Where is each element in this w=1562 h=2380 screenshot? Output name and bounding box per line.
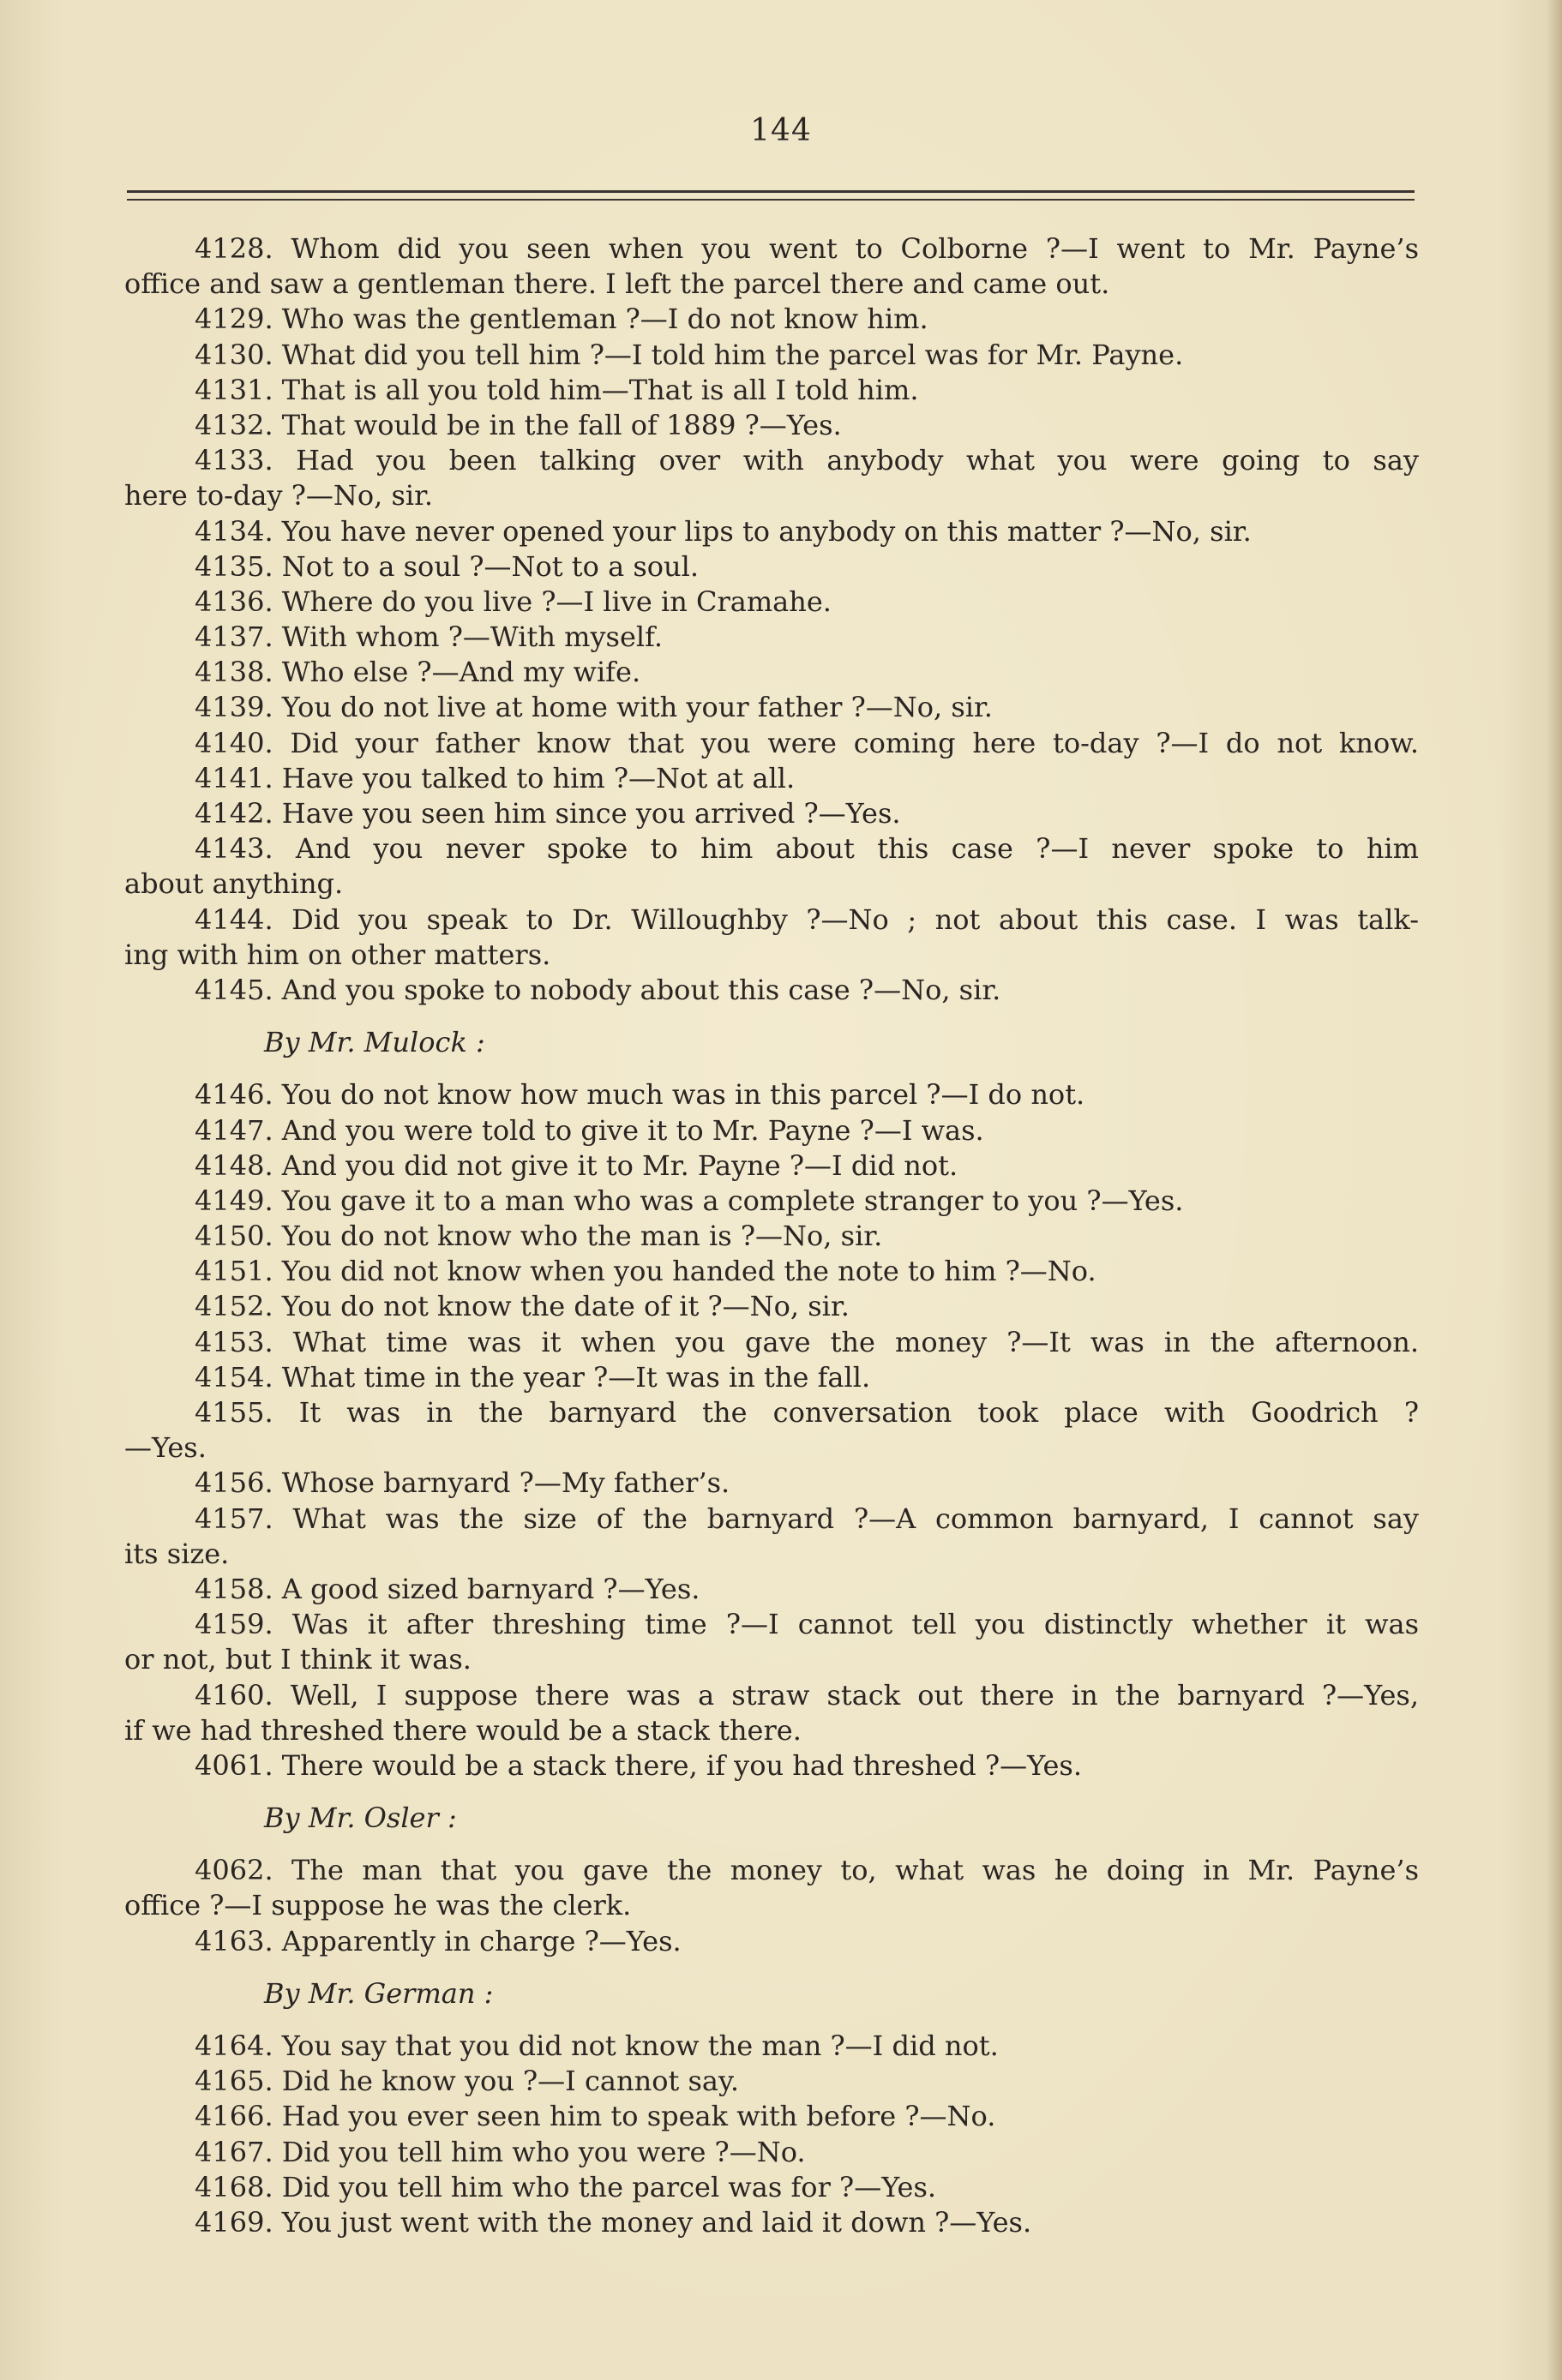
text-line: 4164. You say that you did not know the man ?—I did not. <box>195 2029 999 2063</box>
text-line: office ?—I suppose he was the clerk. <box>124 1889 632 1922</box>
text-line: 4150. You do not know who the man is ?—No, sir. <box>195 1220 883 1253</box>
text-line: 4134. You have never opened your lips to anybody on this matter ?—No, sir. <box>195 514 1252 548</box>
text-line: 4147. And you were told to give it to Mr. Payne ?—I was. <box>195 1113 984 1147</box>
text-line: 4148. And you did not give it to Mr. Payne ?—I did not. <box>195 1148 958 1182</box>
examiner-heading: By Mr. Mulock : <box>264 1026 485 1059</box>
text-line: 4061. There would be a stack there, if you had threshed ?—Yes. <box>195 1748 1082 1782</box>
text-line: 4133. Had you been talking over with anybody what you were going to say <box>195 444 1419 477</box>
text-line: 4160. Well, I suppose there was a straw stack out there in the barnyard ?—Yes, <box>195 1678 1419 1712</box>
header-rule-top <box>127 190 1415 193</box>
text-line: ing with him on other matters. <box>124 938 551 971</box>
text-line: if we had threshed there would be a stack there. <box>124 1713 802 1747</box>
text-line: 4137. With whom ?—With myself. <box>195 620 664 654</box>
text-line: 4167. Did you tell him who you were ?—No. <box>195 2135 806 2168</box>
text-line: 4157. What was the size of the barnyard ?—A common barnyard, I cannot say <box>195 1502 1419 1535</box>
text-line: office and saw a gentleman there. I left the parcel there and came out. <box>124 267 1110 301</box>
text-line: 4130. What did you tell him ?—I told him the parcel was for Mr. Payne. <box>195 338 1184 371</box>
text-line: 4159. Was it after threshing time ?—I cannot tell you distinctly whether it was <box>195 1608 1419 1641</box>
text-line: 4156. Whose barnyard ?—My father’s. <box>195 1466 730 1500</box>
text-line: its size. <box>124 1537 230 1570</box>
text-line: 4131. That is all you told him—That is all I told him. <box>195 373 919 406</box>
text-line: 4151. You did not know when you handed the note to him ?—No. <box>195 1255 1096 1288</box>
text-line: 4139. You do not live at home with your father ?—No, sir. <box>195 691 993 724</box>
page-number: 144 <box>750 113 812 148</box>
examiner-heading: By Mr. Osler : <box>264 1801 457 1835</box>
text-line: 4062. The man that you gave the money to, what was he doing in Mr. Payne’s <box>195 1854 1419 1887</box>
text-line: 4149. You gave it to a man who was a complete stranger to you ?—Yes. <box>195 1184 1184 1217</box>
text-line: 4132. That would be in the fall of 1889 ?—Yes. <box>195 408 842 441</box>
text-line: 4143. And you never spoke to him about this case ?—I never spoke to him <box>195 832 1419 866</box>
text-line: 4145. And you spoke to nobody about this case ?—No, sir. <box>195 973 1001 1006</box>
header-rule-bottom <box>127 199 1415 201</box>
text-line: 4155. It was in the barnyard the conversation took place with Goodrich ? <box>195 1396 1419 1430</box>
text-line: 4165. Did he know you ?—I cannot say. <box>195 2065 739 2098</box>
text-line: 4142. Have you seen him since you arrived ?—Yes. <box>195 797 901 830</box>
text-line: or not, but I think it was. <box>124 1643 472 1676</box>
examiner-heading: By Mr. German : <box>264 1976 494 2010</box>
text-line: 4140. Did your father know that you were coming here to-day ?—I do not know. <box>195 726 1419 759</box>
text-line: 4144. Did you speak to Dr. Willoughby ?—No ; not about this case. I was talk- <box>195 902 1419 936</box>
text-line: 4169. You just went with the money and laid it down ?—Yes. <box>195 2205 1032 2239</box>
text-line: 4168. Did you tell him who the parcel was for ?—Yes. <box>195 2170 937 2203</box>
text-line: 4152. You do not know the date of it ?—No, sir. <box>195 1290 850 1323</box>
text-line: 4154. What time in the year ?—It was in the fall. <box>195 1360 871 1394</box>
text-line: about anything. <box>124 867 344 901</box>
text-line: 4129. Who was the gentleman ?—I do not know him. <box>195 303 928 336</box>
text-line: 4128. Whom did you seen when you went to Colborne ?—I went to Mr. Payne’s <box>195 232 1419 265</box>
text-line: 4153. What time was it when you gave the money ?—It was in the afternoon. <box>195 1325 1419 1358</box>
text-line: 4163. Apparently in charge ?—Yes. <box>195 1924 682 1957</box>
text-line: 4138. Who else ?—And my wife. <box>195 656 641 689</box>
text-line: —Yes. <box>124 1431 207 1465</box>
page-edge-shadow <box>1547 0 1562 2380</box>
text-line: 4166. Had you ever seen him to speak with before ?—No. <box>195 2100 996 2133</box>
text-line: 4146. You do not know how much was in this parcel ?—I do not. <box>195 1078 1085 1112</box>
text-line: 4141. Have you talked to him ?—Not at all. <box>195 761 796 794</box>
text-line: 4136. Where do you live ?—I live in Cramahe. <box>195 585 832 618</box>
text-line: here to-day ?—No, sir. <box>124 479 434 513</box>
testimony-text <box>124 231 1419 2240</box>
text-line: 4158. A good sized barnyard ?—Yes. <box>195 1572 700 1605</box>
text-line: 4135. Not to a soul ?—Not to a soul. <box>195 549 700 583</box>
